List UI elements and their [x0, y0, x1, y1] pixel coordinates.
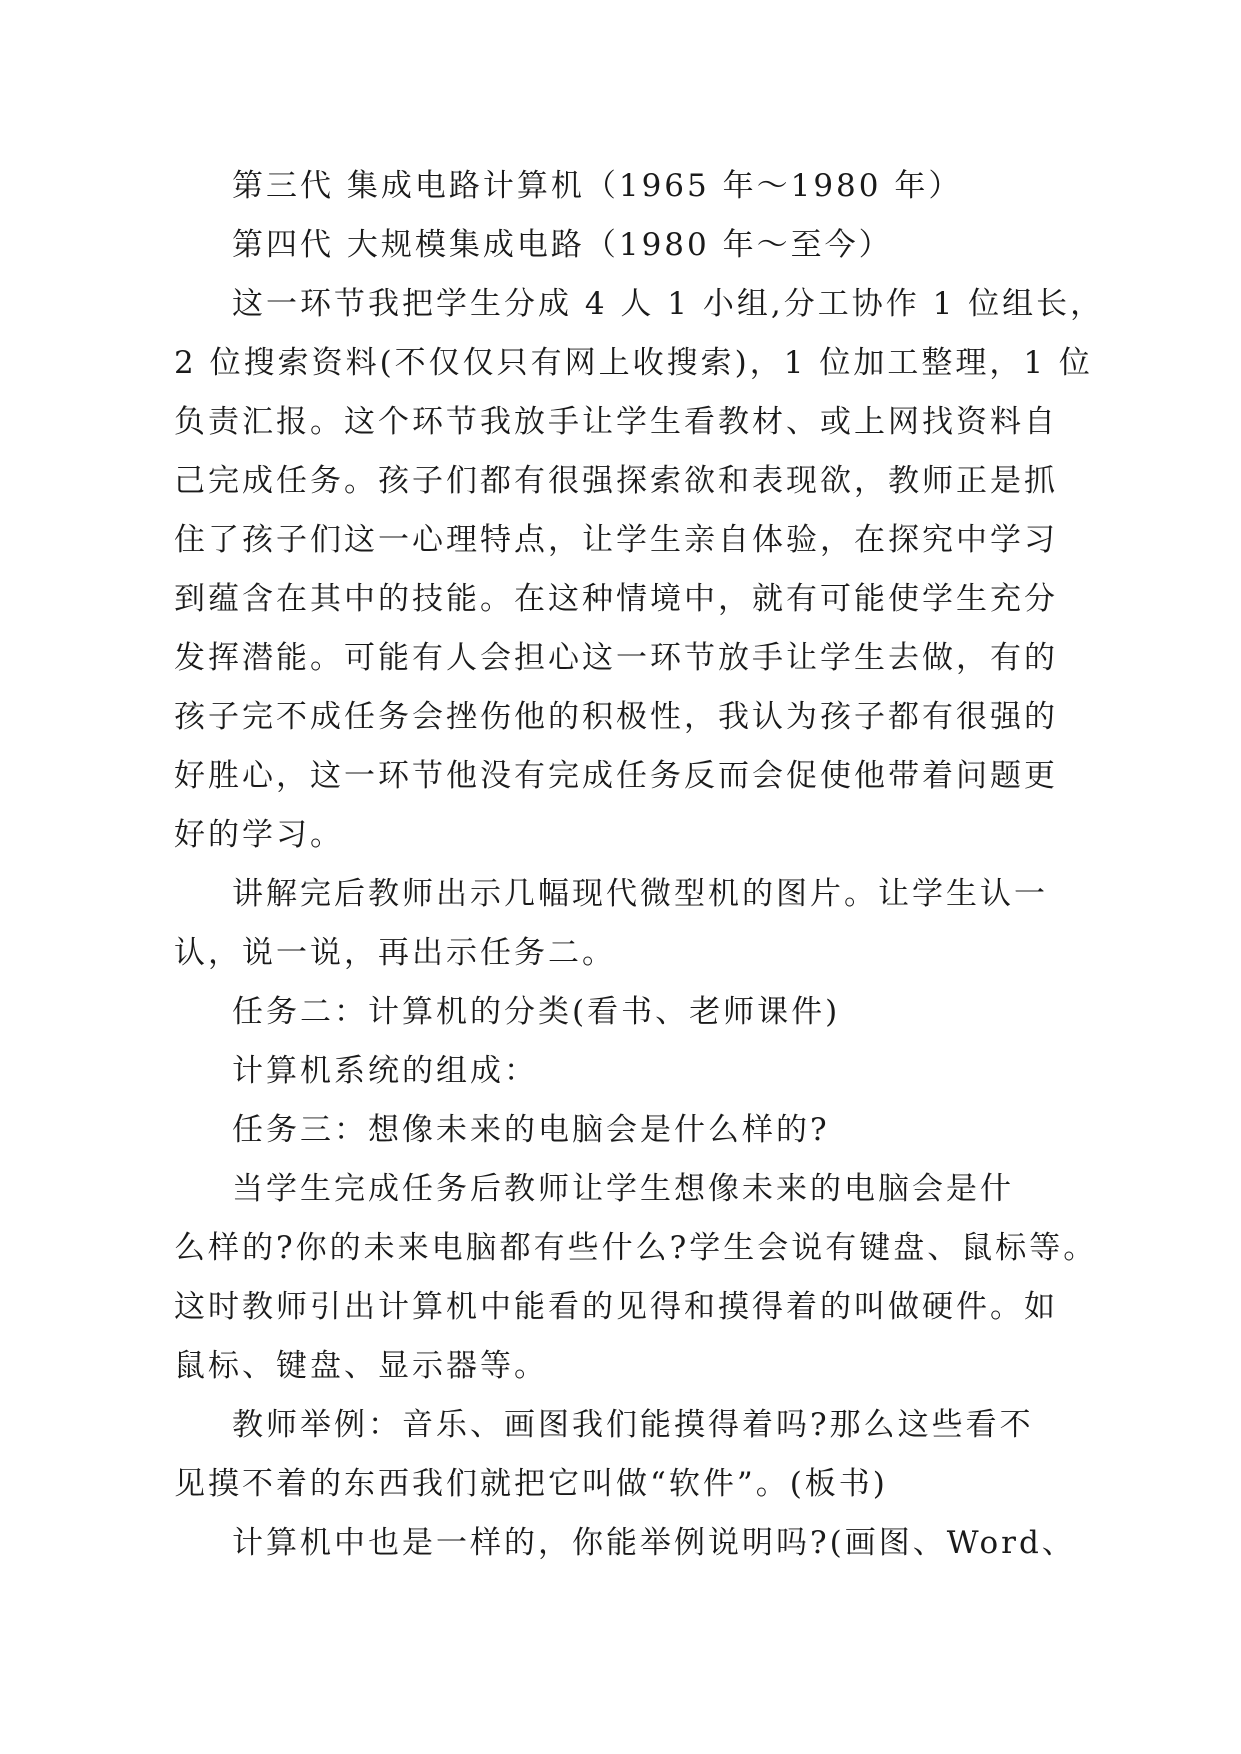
- text-line: 好的学习。: [174, 817, 344, 853]
- text-line: 第四代 大规模集成电路（1980 年～至今）: [232, 227, 893, 263]
- text-line: 好胜心，这一环节他没有完成任务反而会促使他带着问题更: [174, 758, 1058, 794]
- text-line: 教师举例：音乐、画图我们能摸得着吗?那么这些看不: [232, 1407, 1034, 1443]
- text-line: 2 位搜索资料(不仅仅只有网上收搜索)，1 位加工整理，1 位: [174, 345, 1093, 381]
- text-line: 认，说一说，再出示任务二。: [174, 935, 616, 971]
- text-line: 见摸不着的东西我们就把它叫做“软件”。(板书): [174, 1466, 888, 1502]
- text-line: 这时教师引出计算机中能看的见得和摸得着的叫做硬件。如: [174, 1289, 1058, 1325]
- text-line: 发挥潜能。可能有人会担心这一环节放手让学生去做，有的: [174, 640, 1058, 676]
- text-line: 到蕴含在其中的技能。在这种情境中，就有可能使学生充分: [174, 581, 1058, 617]
- text-line: 当学生完成任务后教师让学生想像未来的电脑会是什: [232, 1171, 1014, 1207]
- text-line: 任务二：计算机的分类(看书、老师课件): [232, 994, 841, 1030]
- text-line: 鼠标、键盘、显示器等。: [174, 1348, 548, 1384]
- text-line: 第三代 集成电路计算机（1965 年～1980 年）: [232, 168, 963, 204]
- text-line: 孩子完不成任务会挫伤他的积极性，我认为孩子都有很强的: [174, 699, 1058, 735]
- text-line: 么样的?你的未来电脑都有些什么?学生会说有键盘、鼠标等。: [174, 1230, 1098, 1266]
- text-line: 计算机中也是一样的，你能举例说明吗?(画图、Word、: [232, 1525, 1076, 1561]
- text-line: 计算机系统的组成：: [232, 1053, 538, 1089]
- text-line: 任务三：想像未来的电脑会是什么样的?: [232, 1112, 830, 1148]
- text-line: 己完成任务。孩子们都有很强探索欲和表现欲，教师正是抓: [174, 463, 1058, 499]
- text-line: 讲解完后教师出示几幅现代微型机的图片。让学生认一: [232, 876, 1048, 912]
- text-line: 住了孩子们这一心理特点，让学生亲自体验，在探究中学习: [174, 522, 1058, 558]
- text-line: 负责汇报。这个环节我放手让学生看教材、或上网找资料自: [174, 404, 1058, 440]
- text-line: 这一环节我把学生分成 4 人 1 小组,分工协作 1 位组长，: [232, 286, 1105, 322]
